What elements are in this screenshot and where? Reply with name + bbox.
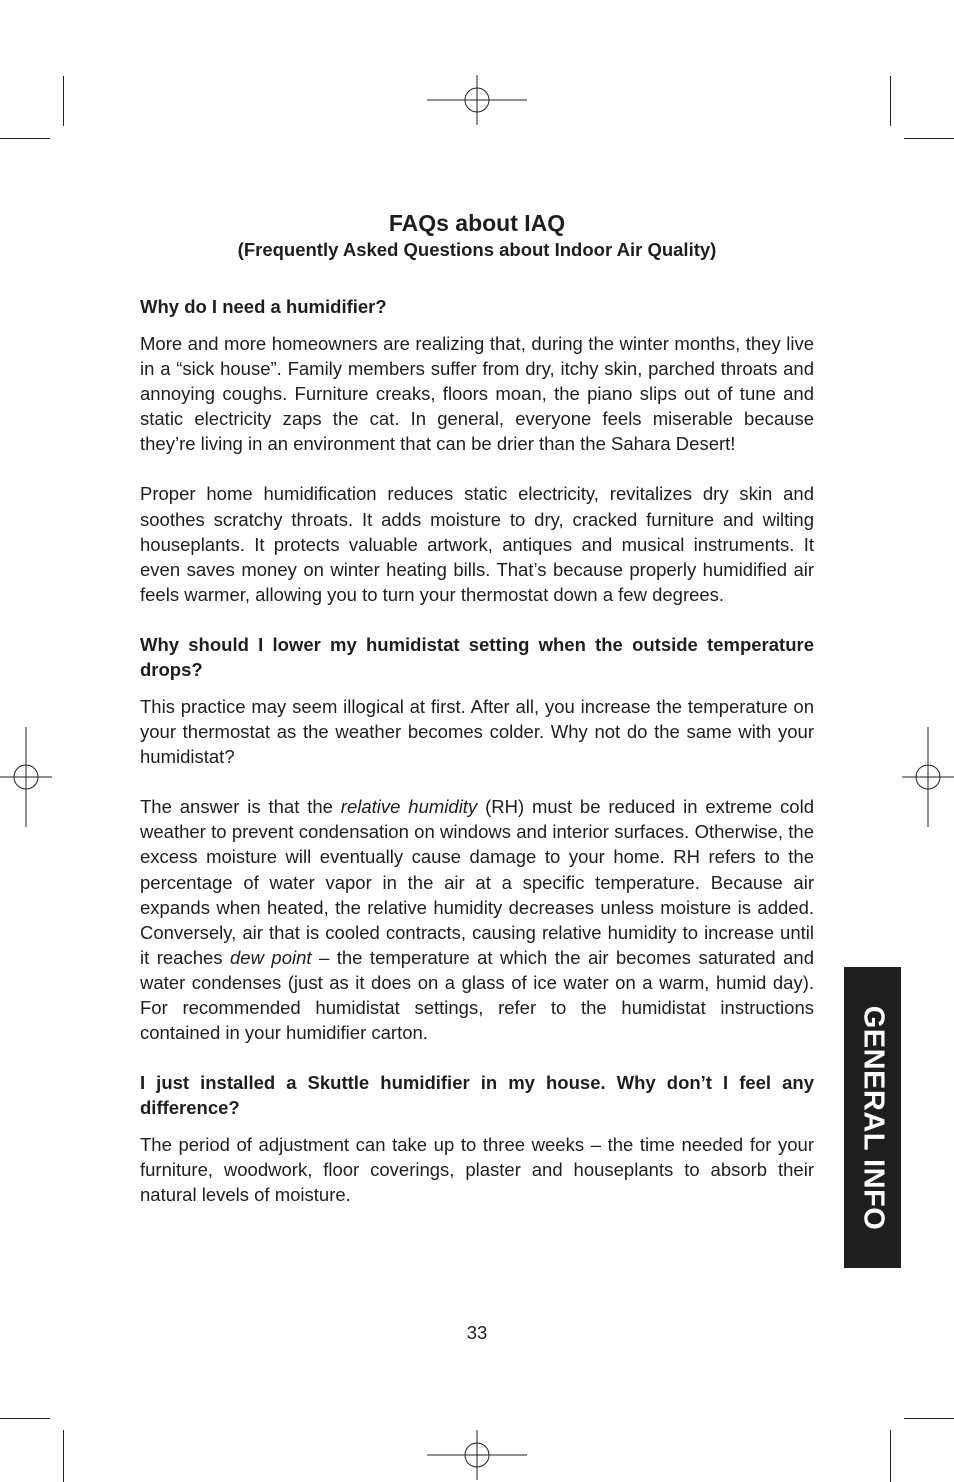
faq-item [140, 1070, 814, 1207]
page-subtitle: (Frequently Asked Questions about Indoor Air Quality) [237, 239, 717, 260]
faq-answer-paragraph: More and more homeowners are realizing that, during the winter months, they live in a “sick house”. Family members suffer from dry, itchy skin, parched throats and annoying coughs. Furniture creaks, floors moan, the piano slips out of tune and static electricity zaps the cat. In general, everyone feels miserable because they’re living in an environment that can be drier than the Sahara Desert! [140, 333, 814, 455]
crop-mark [904, 1418, 954, 1419]
section-tab [844, 967, 901, 1268]
faq-item [140, 294, 814, 607]
faq-item [140, 632, 814, 1045]
faq-question: Why should I lower my humidistat setting when the outside temperature drops? [140, 633, 814, 680]
crop-mark [63, 1430, 64, 1482]
faq-question: Why do I need a humidifier? [140, 296, 387, 317]
crop-mark [0, 1418, 50, 1419]
faq-answer-paragraph: Proper home humidification reduces static electricity, revitalizes dry skin and soothes scratchy throats. It adds moisture to dry, cracked furniture and wilting houseplants. It protects valuable artwork, antiques and musical instruments. It even saves money on winter heating bills. That’s because properly humidified air feels warmer, allowing you to turn your thermostat down a few degrees. [140, 483, 814, 605]
registration-mark-icon [902, 727, 954, 827]
registration-mark-icon [0, 727, 52, 827]
faq-content [140, 208, 814, 1232]
registration-mark-icon [427, 75, 527, 125]
faq-question: I just installed a Skuttle humidifier in my house. Why don’t I feel any difference? [140, 1072, 814, 1119]
crop-mark [890, 76, 891, 126]
crop-mark [890, 1430, 891, 1482]
term-dew-point: dew point [230, 946, 312, 968]
registration-mark-icon [427, 1430, 527, 1480]
crop-mark [0, 138, 50, 139]
term-relative-humidity: relative humidity [340, 796, 478, 818]
section-tab-label: GENERAL INFO [857, 1005, 889, 1230]
faq-answer-paragraph: This practice may seem illogical at first. After all, you increase the temperature on your thermostat as the weather becomes colder. Why not do the same with your humidistat? [140, 695, 814, 768]
crop-mark [904, 138, 954, 139]
crop-mark [63, 76, 64, 126]
faq-answer-paragraph [140, 794, 814, 1045]
answer-text: (RH) must be reduced in extreme cold weather to prevent condensation on windows and interior surfaces. Otherwise, the excess moisture will eventually cause damage to your home. RH refers to the percentage of water vapor in the air at a specific temperature. Because air expands when heated, the relative humidity decreases unless moisture is added. Conversely, air that is cooled contracts, causing relative humidity to increase until it reaches [140, 796, 815, 968]
answer-text: The answer is that the [140, 796, 341, 818]
answer-text: – the temperature at which the air becomes saturated and water condenses (just as it does on a glass of ice water on a warm, humid day). For recommended humidistat settings, refer to the humidistat instructions contained in your humidifier carton. [140, 946, 814, 1044]
faq-answer-paragraph: The period of adjustment can take up to three weeks – the time needed for your furniture, woodwork, floor coverings, plaster and houseplants to absorb their natural levels of moisture. [140, 1134, 814, 1206]
page-number: 33 [466, 1322, 488, 1343]
page-title: FAQs about IAQ [388, 210, 566, 236]
